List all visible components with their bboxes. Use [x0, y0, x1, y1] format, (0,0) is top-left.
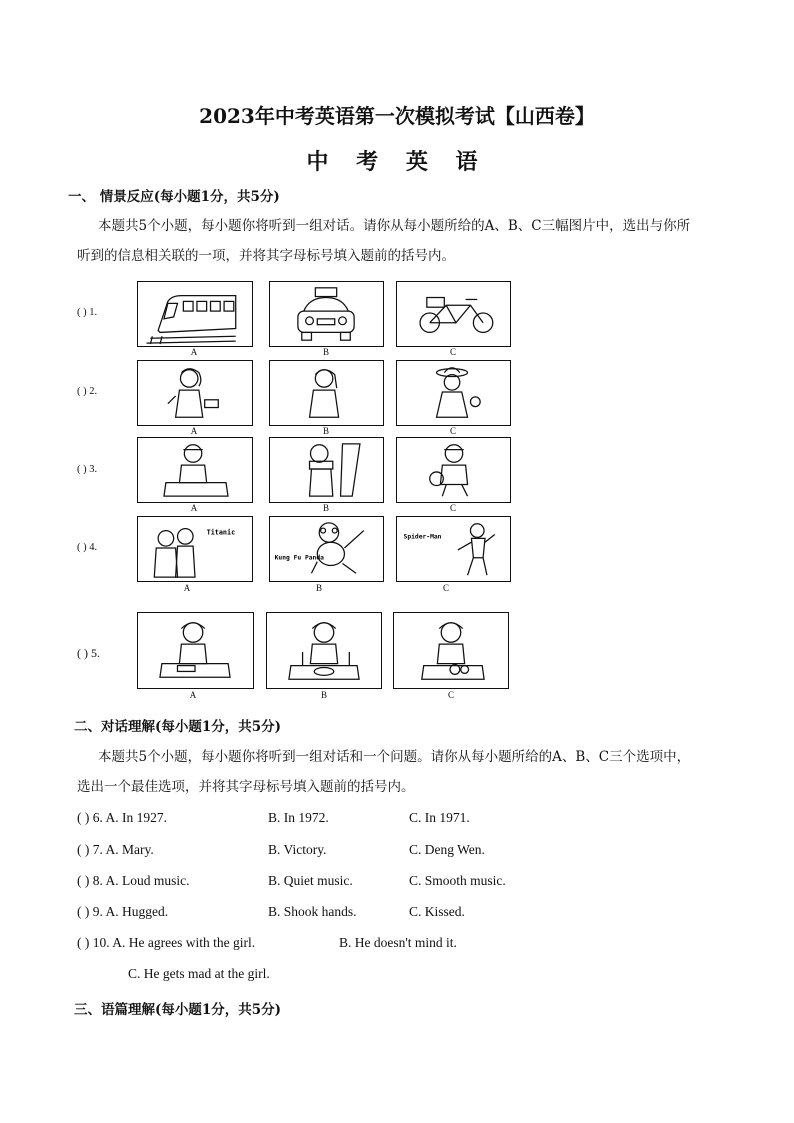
caption-b: B — [322, 347, 329, 357]
section1-instructions-2: 听到的信息相关联的一项，并将其字母标号填入题前的括号内。 — [77, 248, 455, 264]
section3-heading: 三、语篇理解(每小题1分，共5分) — [74, 1002, 282, 1018]
caption-b: B — [320, 690, 327, 700]
question-7-option-b: B. Victory. — [268, 842, 327, 857]
picture-girl-knife — [137, 612, 254, 689]
question-9-option-a: ( ) 9. A. Hugged. — [77, 904, 169, 919]
picture-girl-phone — [137, 360, 253, 426]
picture-titanic — [137, 516, 253, 582]
picture-train — [137, 281, 253, 347]
caption-b: B — [322, 426, 329, 436]
picture-girl-eat — [393, 612, 509, 689]
movie-title-text: Kung Fu Panda — [274, 554, 324, 562]
question-8-option-c: C. Smooth music. — [409, 873, 506, 888]
caption-c: C — [449, 503, 456, 513]
picture-girl-hat — [396, 360, 511, 426]
section2-instructions-2: 选出一个最佳选项，并将其字母标号填入题前的括号内。 — [77, 779, 415, 795]
picture-bicycle — [396, 281, 511, 347]
question-label: ( ) 3. — [77, 464, 98, 475]
picture-taxi — [269, 281, 384, 347]
question-10-option-b: B. He doesn't mind it. — [339, 935, 457, 950]
question-8-option-b: B. Quiet music. — [268, 873, 353, 888]
movie-title-text: Titanic — [206, 528, 236, 537]
picture-boy-desk — [137, 437, 253, 503]
caption-a: A — [183, 583, 191, 593]
question-6-option-b: B. In 1972. — [268, 810, 329, 825]
question-6-option-a: ( ) 6. A. In 1927. — [77, 810, 167, 825]
caption-b: B — [322, 503, 329, 513]
caption-b: B — [315, 583, 322, 593]
question-label: ( ) 1. — [77, 307, 98, 318]
caption-c: C — [442, 583, 449, 593]
question-label: ( ) 4. — [77, 542, 98, 553]
caption-a: A — [189, 690, 197, 700]
caption-c: C — [447, 690, 454, 700]
picture-girl — [269, 360, 384, 426]
section2-heading: 二、对话理解(每小题1分，共5分) — [74, 719, 282, 735]
caption-c: C — [449, 426, 456, 436]
question-10-option-c: C. He gets mad at the girl. — [128, 966, 270, 981]
section1-instructions-1: 本题共5个小题，每小题你将听到一组对话。请你从每小题所给的A、B、C三幅图片中，选出与你所 — [98, 218, 691, 234]
question-label: ( ) 2. — [77, 386, 98, 397]
question-9-option-b: B. Shook hands. — [268, 904, 357, 919]
question-8-option-a: ( ) 8. A. Loud music. — [77, 873, 190, 888]
movie-title-text: Spider-Man — [403, 533, 442, 541]
question-7-option-a: ( ) 7. A. Mary. — [77, 842, 154, 857]
page-title: 2023年中考英语第一次模拟考试【山西卷】 — [199, 104, 595, 128]
picture-kung-fu-panda — [269, 516, 384, 582]
question-7-option-c: C. Deng Wen. — [409, 842, 485, 857]
caption-a: A — [190, 426, 198, 436]
question-6-option-c: C. In 1971. — [409, 810, 470, 825]
section2-instructions-1: 本题共5个小题，每小题你将听到一组对话和一个问题。请你从每小题所给的A、B、C三个选项中， — [98, 749, 691, 765]
picture-boy-ball — [396, 437, 511, 503]
question-label: ( ) 5. — [77, 646, 100, 660]
picture-girl-fork — [266, 612, 382, 689]
question-10-option-a: ( ) 10. A. He agrees with the girl. — [77, 935, 256, 950]
picture-spider-man — [396, 516, 511, 582]
picture-boy-board — [269, 437, 384, 503]
caption-a: A — [190, 347, 198, 357]
caption-a: A — [190, 503, 198, 513]
page-subtitle: 中 考 英 语 — [306, 149, 488, 175]
question-9-option-c: C. Kissed. — [409, 904, 465, 919]
section1-heading: 一、 情景反应(每小题1分，共5分) — [68, 189, 280, 205]
caption-c: C — [449, 347, 456, 357]
